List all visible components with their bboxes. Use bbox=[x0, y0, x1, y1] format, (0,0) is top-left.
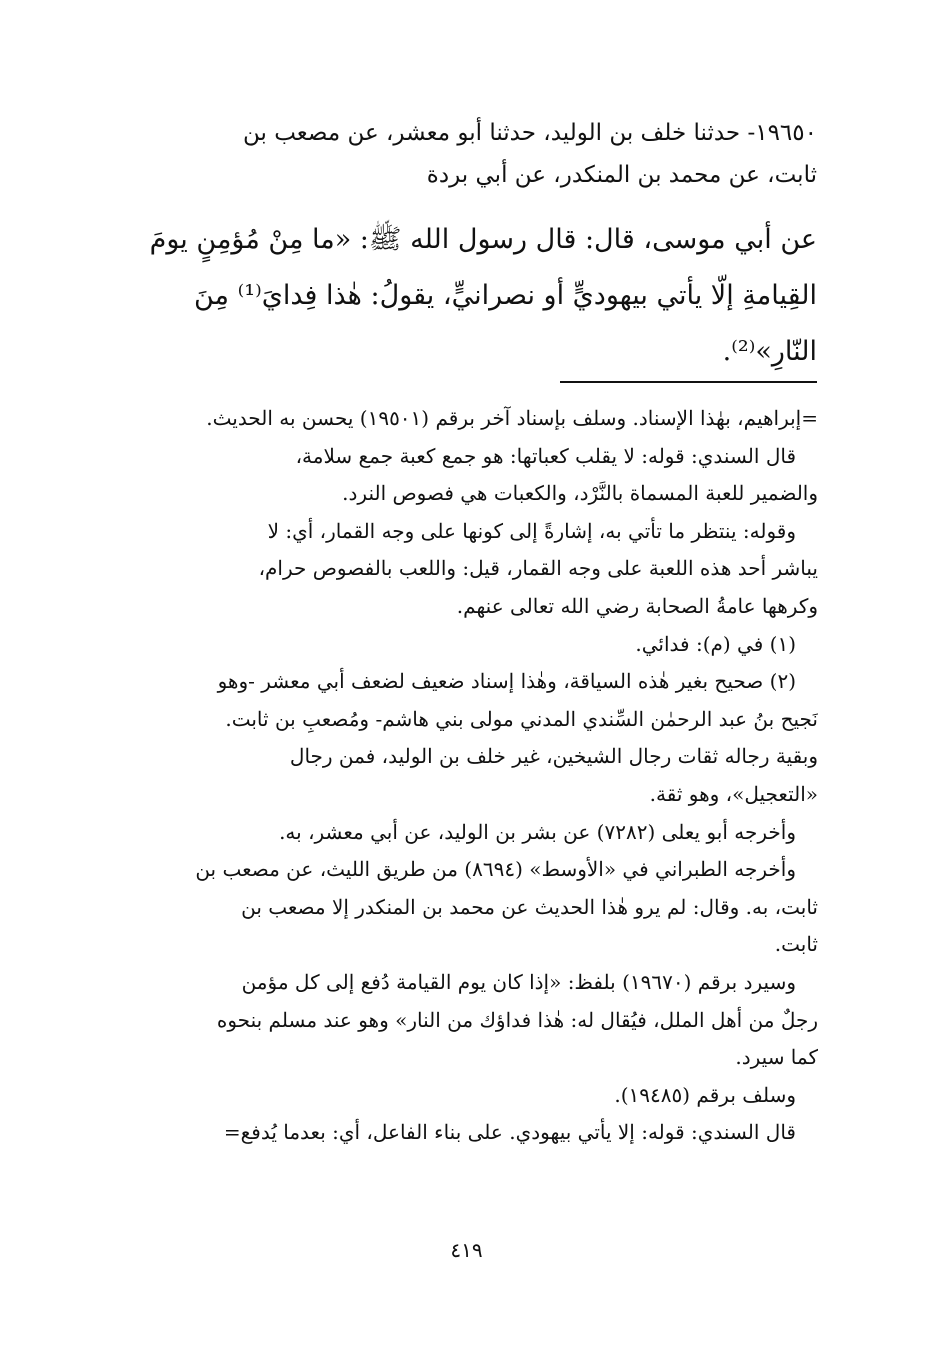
matn-line: عن أبي موسى، قال: قال رسول الله ﷺ: «ما مِنْ مُؤمِنٍ يومَ bbox=[149, 224, 817, 255]
footnote-line: رجلٌ من أهل الملل، فيُقال له: هٰذا فداؤك من النار» وهو عند مسلم بنحوه bbox=[216, 1007, 818, 1032]
footnote-line: يباشر أحد هذه اللعبة على وجه القمار، قيل: واللعب بالفصوص حرام، bbox=[258, 556, 818, 581]
hadith-matn bbox=[112, 212, 817, 380]
footnote-line: وكرهها عامةُ الصحابة رضي الله تعالى عنهم. bbox=[456, 593, 818, 618]
footnote-line: كما سيرد. bbox=[735, 1045, 818, 1070]
footnote-line: وسلف برقم (١٩٤٨٥). bbox=[614, 1082, 796, 1107]
footnote-line: ثابت، به. وقال: لم يرو هٰذا الحديث عن محمد بن المنكدر إلا مصعب بن bbox=[241, 894, 818, 919]
footnote-line: وأخرجه الطبراني في «الأوسط» (٨٦٩٤) من طريق الليث، عن مصعب بن bbox=[195, 857, 796, 882]
footnote-line: نَجيح بنُ عبد الرحمٰن السِّندي المدني مولى بني هاشم- ومُصعبِ بن ثابت. bbox=[225, 706, 818, 731]
isnad-line: ثابت، عن محمد بن المنكدر، عن أبي بردة bbox=[426, 162, 817, 188]
footnote-line: وأخرجه أبو يعلى (٧٢٨٢) عن بشر بن الوليد، عن أبي معشر، به. bbox=[279, 819, 796, 844]
matn-line: القِيامةِ إلّا يأتي بيهوديٍّ أو نصرانيٍّ، يقولُ: هٰذا فِدايَ⁽¹⁾ مِنَ bbox=[194, 280, 817, 311]
isnad-line: ١٩٦٥٠- حدثنا خلف بن الوليد، حدثنا أبو معشر، عن مصعب بن bbox=[242, 120, 817, 146]
footnote-line: وقوله: ينتظر ما تأتي به، إشارةً إلى كونها على وجه القمار، أي: لا bbox=[267, 518, 796, 543]
footnote-line: والضمير للعبة المسماة بالنَّرْد، والكعبات هي فصوص النرد. bbox=[342, 481, 818, 506]
footnote-line: قال السندي: قوله: إلا يأتي بيهودي. على بناء الفاعل، أي: بعدما يُدفع= bbox=[223, 1120, 796, 1145]
matn-line: النّارِ»⁽²⁾. bbox=[722, 336, 817, 367]
footnote-line: وسيرد برقم (١٩٦٧٠) بلفظ: «إذا كان يوم القيامة دُفع إلى كل مؤمن bbox=[241, 969, 796, 994]
footnote-line: وبقية رجاله ثقات رجال الشيخين، غير خلف بن الوليد، فمن رجال bbox=[289, 744, 818, 769]
footnote-1: (١) في (م): فدائي. bbox=[635, 631, 796, 656]
footnotes bbox=[105, 400, 818, 1152]
footnote-2: (٢) صحيح بغير هٰذه السياقة، وهٰذا إسناد ضعيف لضعف أبي معشر -وهو bbox=[217, 669, 796, 694]
hadith-isnad bbox=[112, 112, 817, 196]
footnote-line: ثابت. bbox=[774, 932, 818, 957]
footnote-separator bbox=[560, 381, 817, 383]
page-number: ٤١٩ bbox=[450, 1238, 483, 1262]
footnote-line: قال السندي: قوله: لا يقلب كعباتها: هو جمع كعبة جمع سلامة، bbox=[295, 443, 796, 468]
footnote-line: =إبراهيم، بهٰذا الإسناد. وسلف بإسناد آخر برقم (١٩٥٠١) يحسن به الحديث. bbox=[206, 406, 818, 430]
footnote-line: «التعجيل»، وهو ثقة. bbox=[649, 781, 818, 806]
